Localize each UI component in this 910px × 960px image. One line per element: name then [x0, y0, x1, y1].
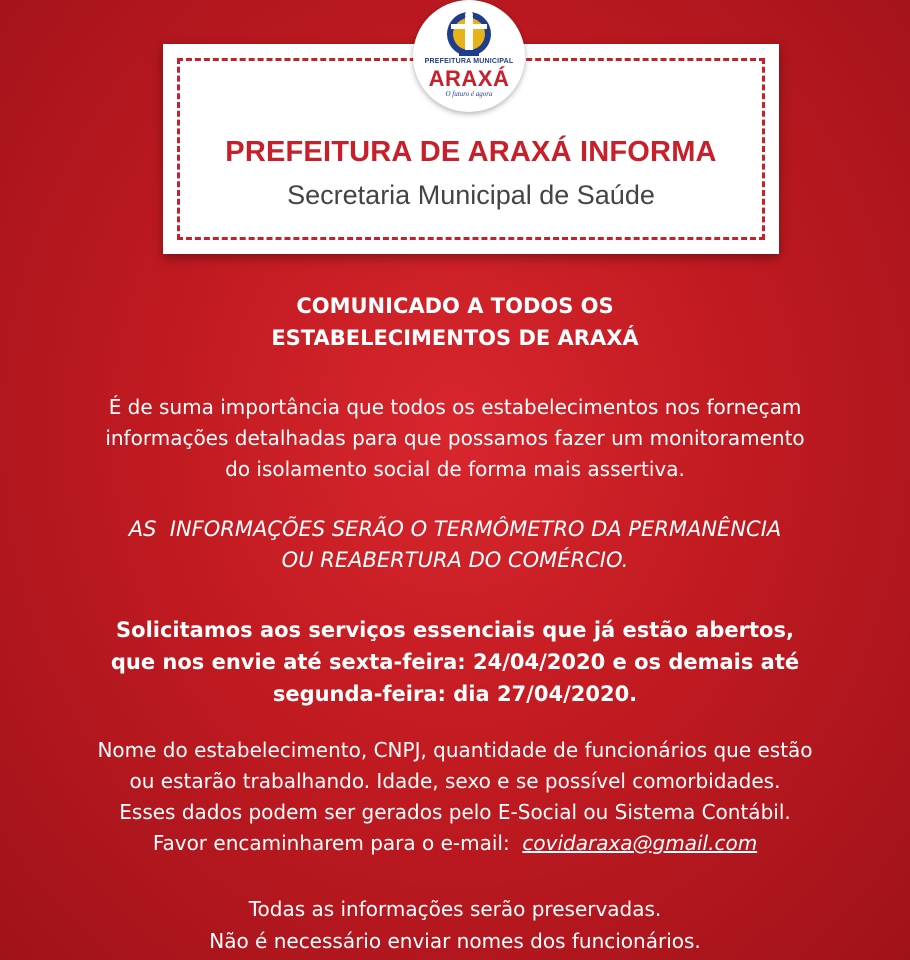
logo-name: ARAXÁ	[428, 66, 510, 91]
footer-line: Todas as informações serão preservadas.	[248, 897, 662, 921]
footer-line: Não é necessário enviar nomes dos funcionários.	[209, 929, 701, 953]
paragraph-line: É de suma importância que todos os estabelecimentos nos forneçam	[108, 395, 802, 419]
heading-line: COMUNICADO A TODOS OS	[296, 294, 614, 318]
importance-paragraph	[10, 392, 900, 485]
paragraph-line: ou estarão trabalhando. Idade, sexo e se possível comorbidades.	[129, 769, 781, 793]
notice-line: OU REABERTURA DO COMÉRCIO.	[281, 548, 629, 572]
deadline-request	[10, 614, 900, 710]
paragraph-line: Nome do estabelecimento, CNPJ, quantidade de funcionários que estão	[97, 738, 813, 762]
header-subtitle: Secretaria Municipal de Saúde	[287, 180, 655, 210]
thermometer-notice	[10, 514, 900, 576]
paragraph-line: Esses dados podem ser gerados pelo E-Social ou Sistema Contábil.	[119, 800, 791, 824]
logo-top-text: PREFEITURA MUNICIPAL	[424, 58, 514, 65]
logo-slogan: O futuro é agora	[445, 90, 493, 98]
email-link[interactable]: covidaraxa@gmail.com	[522, 831, 758, 855]
announcement-heading	[10, 290, 900, 354]
heading-line: ESTABELECIMENTOS DE ARAXÁ	[271, 326, 639, 350]
header-title: PREFEITURA DE ARAXÁ INFORMA	[225, 136, 717, 168]
paragraph-line: do isolamento social de forma mais assertiva.	[225, 457, 685, 481]
required-data-paragraph	[10, 735, 900, 859]
deadline-line: Solicitamos aos serviços essenciais que já estão abertos,	[116, 618, 794, 642]
deadline-line: que nos envie até sexta-feira: 24/04/2020 e os demais até	[110, 650, 800, 674]
notice-line: AS INFORMAÇÕES SERÃO O TERMÔMETRO DA PERMANÊNCIA	[128, 517, 782, 541]
footer-notice	[10, 893, 900, 957]
email-line	[10, 828, 900, 859]
deadline-line: segunda-feira: dia 27/04/2020.	[272, 682, 638, 706]
city-logo	[413, 0, 525, 112]
paragraph-line: informações detalhadas para que possamos fazer um monitoramento	[105, 426, 805, 450]
email-prefix: Favor encaminharem para o e-mail:	[152, 831, 517, 855]
